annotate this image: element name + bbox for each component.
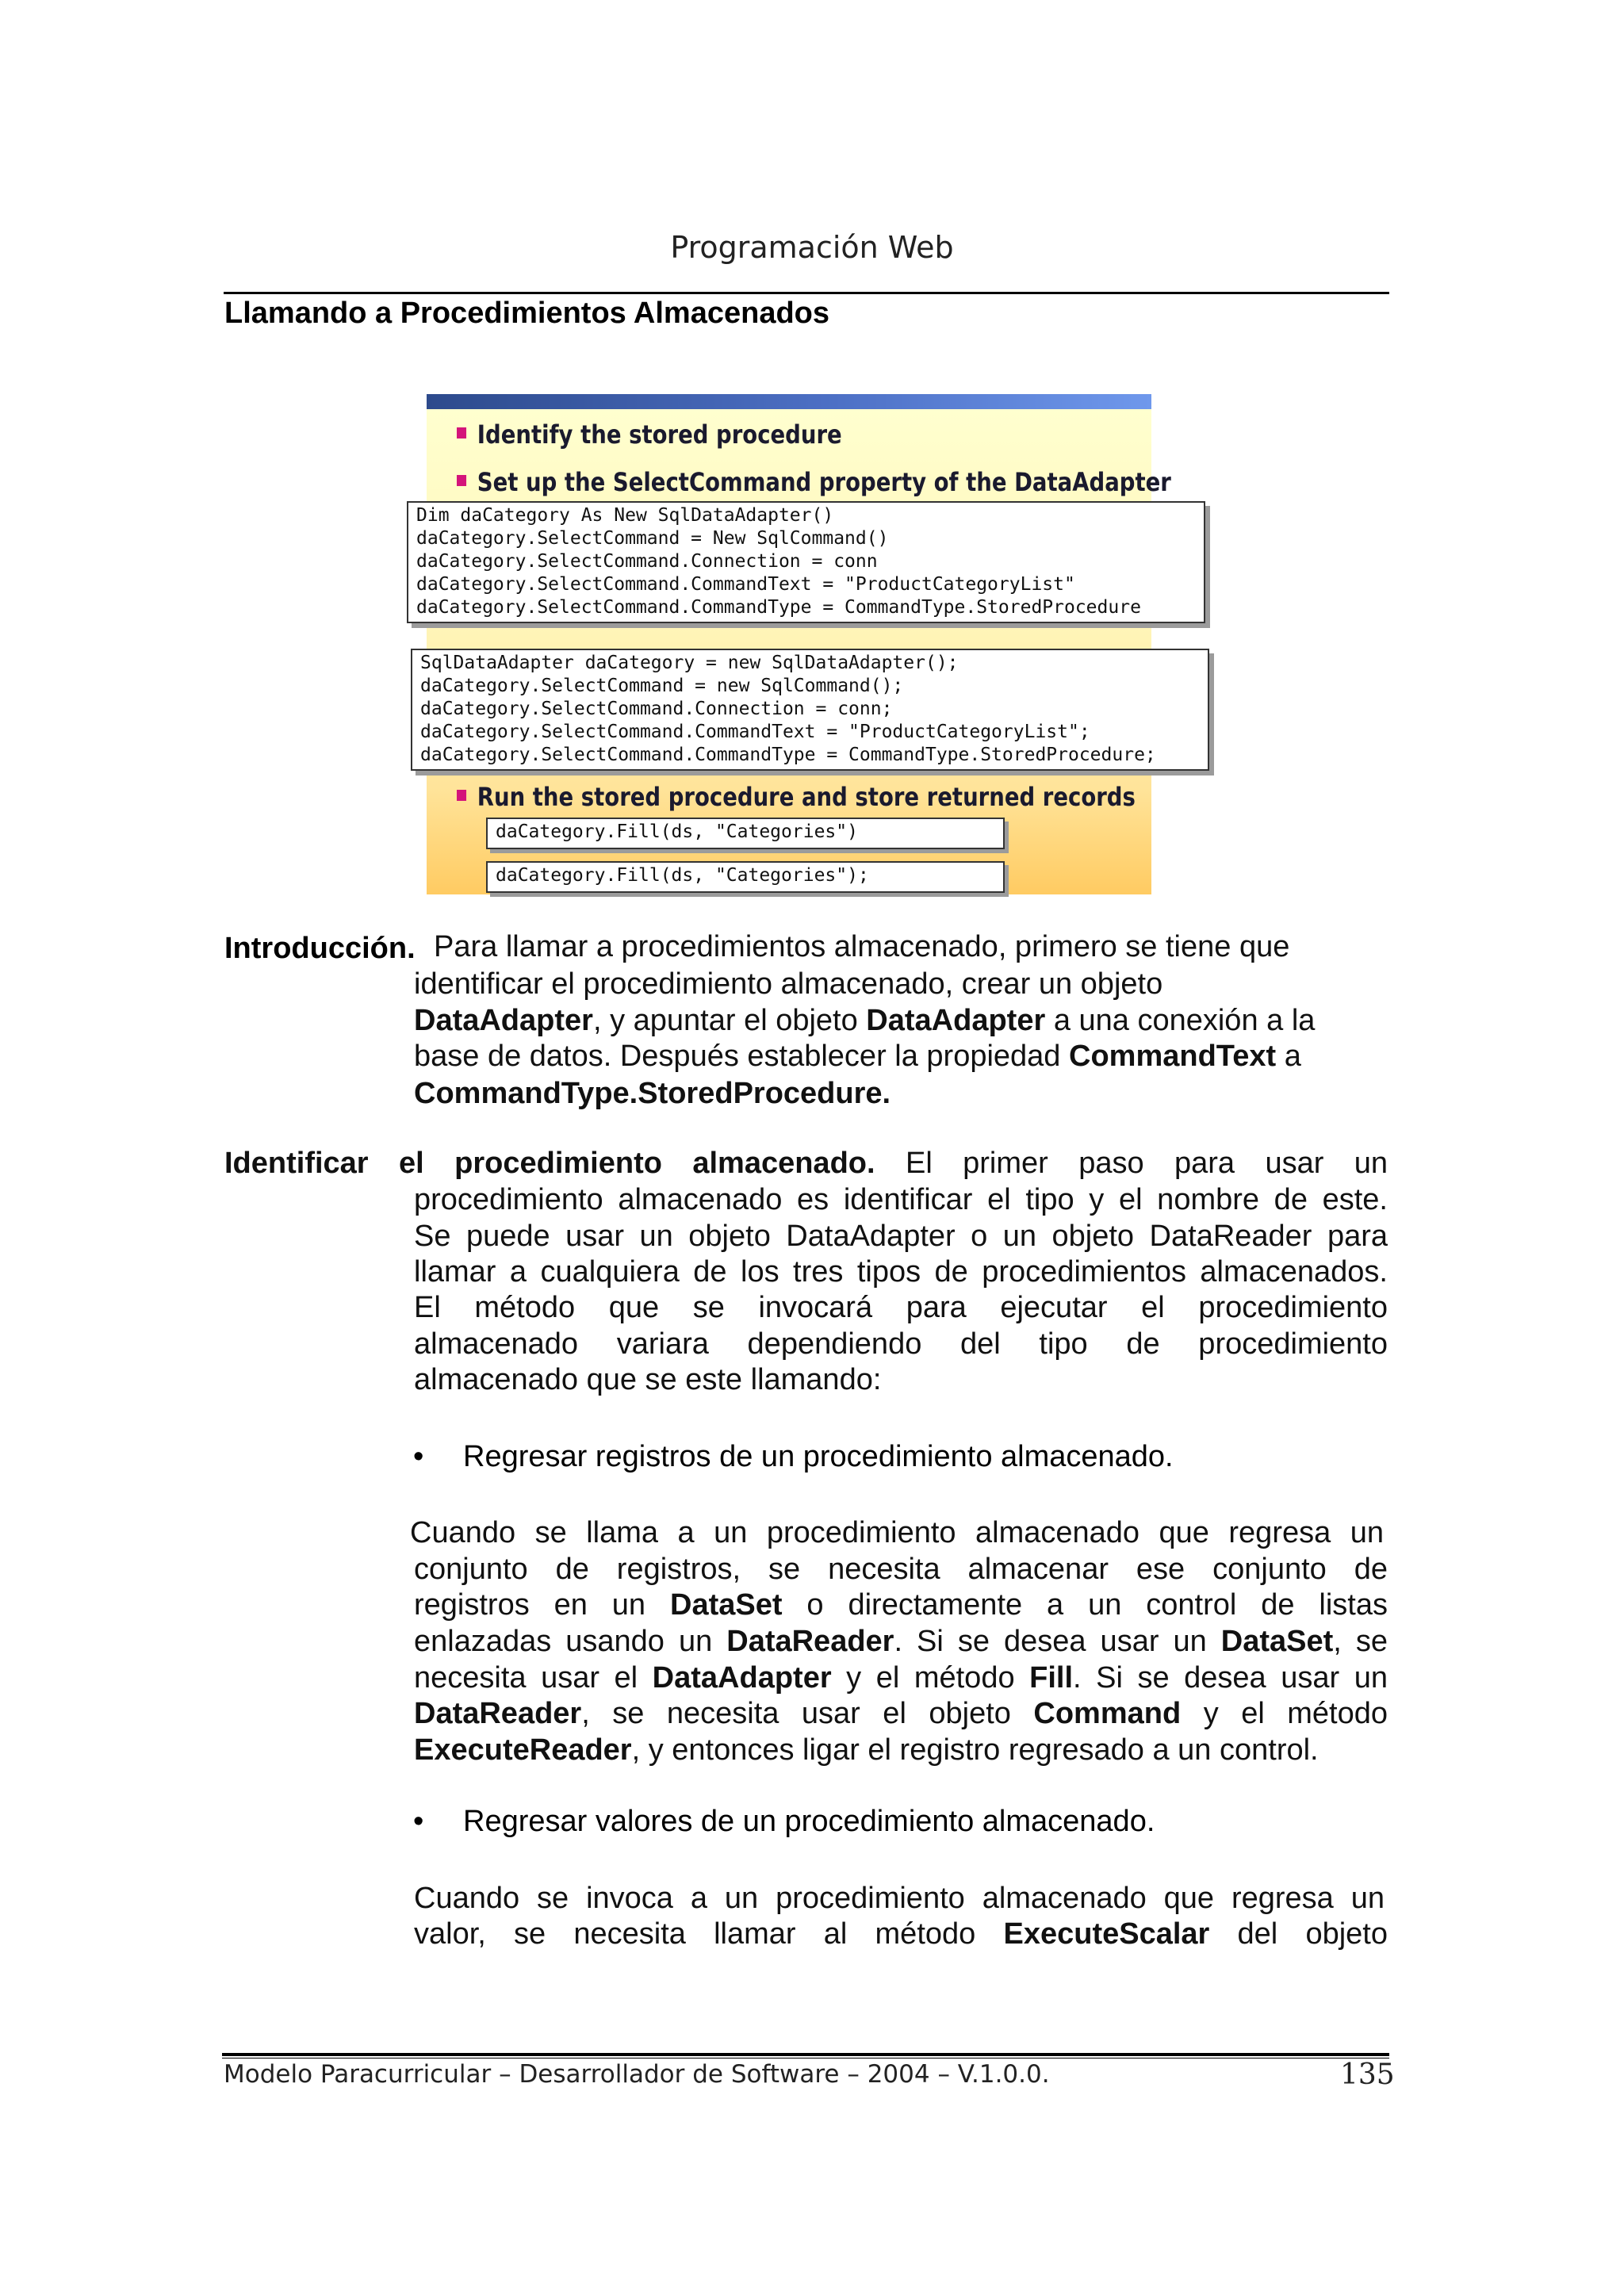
intro-line-4-text-2: a: [1284, 1040, 1301, 1073]
intro-line-3: [414, 1003, 1397, 1040]
magenta-square-bullet-icon: [457, 790, 466, 801]
footer-text: Modelo Paracurricular – Desarrollador de Software – 2004 – V.1.0.0.: [224, 2060, 1050, 2089]
page-header-title: Programación Web: [670, 230, 954, 265]
code-line: SqlDataAdapter daCategory = new SqlDataAdapter();: [420, 653, 959, 673]
identify-line-1: [224, 1146, 1388, 1182]
identify-line-7: almacenado que se este llamando:: [414, 1363, 882, 1396]
records-line-5-text: necesita usar el: [414, 1661, 638, 1695]
records-line-3: [414, 1587, 1388, 1624]
code-line: daCategory.SelectCommand.CommandType = CommandType.StoredProcedure;: [420, 745, 1156, 765]
records-line-3-text: registros en un: [414, 1588, 646, 1622]
vb-code-box: [407, 501, 1205, 623]
code-line: daCategory.SelectCommand = new SqlCommand();: [420, 676, 904, 696]
slide-bullet-3-text: Run the stored procedure and store returned records: [477, 782, 1136, 812]
intro-line-5: [414, 1076, 1397, 1113]
magenta-square-bullet-icon: [457, 427, 466, 439]
records-line-6-text: , se necesita usar el objeto: [581, 1697, 1011, 1730]
records-line-6-text-2: y el método: [1203, 1697, 1388, 1730]
footer-rule: [222, 2053, 1389, 2056]
identify-label-word: almacenado.: [692, 1147, 875, 1180]
bullet-dot: •: [413, 1805, 424, 1838]
term-dataadapter: DataAdapter: [652, 1661, 832, 1695]
term-datareader: DataReader: [726, 1625, 894, 1658]
code-line: daCategory.SelectCommand = New SqlCommand(): [416, 528, 889, 549]
records-line-5: [414, 1660, 1388, 1697]
slide-figure: [416, 394, 1171, 894]
records-line-6: [414, 1696, 1388, 1733]
records-line-4-text: enlazadas usando un: [414, 1625, 713, 1658]
term-dataadapter: DataAdapter: [414, 1004, 593, 1037]
term-dataadapter: DataAdapter: [866, 1004, 1046, 1037]
term-command: Command: [1033, 1697, 1182, 1730]
bullet-returns-values: Regresar valores de un procedimiento almacenado.: [463, 1805, 1155, 1838]
records-line-5-text-3: . Si se desea usar un: [1073, 1661, 1388, 1695]
intro-label: Introducción.: [224, 932, 416, 965]
term-dataset: DataSet: [1220, 1625, 1334, 1658]
term-commandtype-storedprocedure: CommandType.StoredProcedure.: [414, 1077, 891, 1110]
records-line-7-text: , y entonces ligar el registro regresado a un control.: [631, 1733, 1319, 1767]
code-line: daCategory.Fill(ds, "Categories");: [496, 865, 869, 886]
identify-label-word: procedimiento: [454, 1147, 662, 1180]
section-title: Llamando a Procedimientos Almacenados: [224, 297, 830, 330]
code-line: Dim daCategory As New SqlDataAdapter(): [416, 505, 834, 526]
intro-line-3-text: , y apuntar el objeto: [592, 1004, 858, 1037]
term-executescalar: ExecuteScalar: [1003, 1917, 1210, 1951]
records-line-7: [414, 1733, 1388, 1769]
intro-line-4: [414, 1039, 1397, 1075]
cs-code-box: [411, 649, 1209, 771]
values-line-2-text-2: del objeto: [1237, 1917, 1388, 1951]
page-number: 135: [1340, 2058, 1395, 2091]
term-executereader: ExecuteReader: [414, 1733, 632, 1767]
fill-vb-code-box: [486, 818, 1005, 849]
term-datareader: DataReader: [414, 1697, 582, 1730]
records-line-2: conjunto de registros, se necesita almacenar ese conjunto de: [414, 1553, 1388, 1586]
fill-cs-code-box: [486, 861, 1005, 893]
intro-line-4-text: base de datos. Después establecer la propiedad: [414, 1040, 1061, 1073]
intro-line-2: identificar el procedimiento almacenado, crear un objeto: [414, 967, 1163, 1001]
records-line-3-text-2: o directamente a un control de listas: [806, 1588, 1388, 1622]
bullet-dot: •: [413, 1440, 424, 1473]
code-line: daCategory.SelectCommand.CommandText = "ProductCategoryList": [416, 574, 1075, 595]
term-fill: Fill: [1029, 1661, 1074, 1695]
code-line: daCategory.SelectCommand.Connection = conn: [416, 551, 878, 572]
identify-line-3: Se puede usar un objeto DataAdapter o un objeto DataReader para: [414, 1220, 1388, 1253]
code-line: daCategory.Fill(ds, "Categories"): [496, 821, 858, 842]
code-line: daCategory.SelectCommand.CommandType = CommandType.StoredProcedure: [416, 597, 1141, 618]
intro-line-3-text-2: a una conexión a la: [1053, 1004, 1316, 1037]
slide-bullet-3: [457, 782, 1136, 812]
slide-bullet-2-text: Set up the SelectCommand property of the DataAdapter: [477, 467, 1171, 497]
identify-line-6: almacenado variara dependiendo del tipo de procedimiento: [414, 1327, 1388, 1361]
records-line-5-text-2: y el método: [846, 1661, 1015, 1695]
term-commandtext: CommandText: [1069, 1040, 1277, 1073]
term-dataset: DataSet: [670, 1588, 783, 1622]
identify-label-word: el: [399, 1147, 424, 1180]
slide-bullet-1-text: Identify the stored procedure: [477, 419, 842, 450]
records-line-4: [414, 1624, 1388, 1660]
values-line-2: [414, 1917, 1388, 1953]
records-line-4-text-3: , se: [1333, 1625, 1388, 1658]
identify-line-5: El método que se invocará para ejecutar el procedimiento: [414, 1291, 1388, 1324]
slide-bullet-1: [457, 419, 842, 450]
identify-line-2: procedimiento almacenado es identificar el tipo y el nombre de este.: [414, 1183, 1388, 1216]
identify-line-1-text: El primer paso para usar un: [905, 1147, 1388, 1180]
slide-title-bar: [427, 394, 1151, 409]
slide-bullet-2: [457, 467, 1171, 497]
identify-label-word: Identificar: [224, 1147, 369, 1180]
header-rule: [224, 292, 1389, 294]
code-line: daCategory.SelectCommand.CommandText = "ProductCategoryList";: [420, 722, 1090, 742]
magenta-square-bullet-icon: [457, 475, 466, 486]
intro-line-1: Para llamar a procedimientos almacenado, primero se tiene que: [434, 930, 1290, 963]
records-line-1: Cuando se llama a un procedimiento almacenado que regresa un: [410, 1516, 1384, 1549]
bullet-returns-records: Regresar registros de un procedimiento almacenado.: [463, 1440, 1174, 1473]
values-line-2-text: valor, se necesita llamar al método: [414, 1917, 976, 1951]
code-line: daCategory.SelectCommand.Connection = conn;: [420, 699, 893, 719]
values-line-1: Cuando se invoca a un procedimiento almacenado que regresa un: [414, 1882, 1385, 1915]
identify-line-4: llamar a cualquiera de los tres tipos de procedimientos almacenados.: [414, 1255, 1388, 1289]
records-line-4-text-2: . Si se desea usar un: [894, 1625, 1207, 1658]
